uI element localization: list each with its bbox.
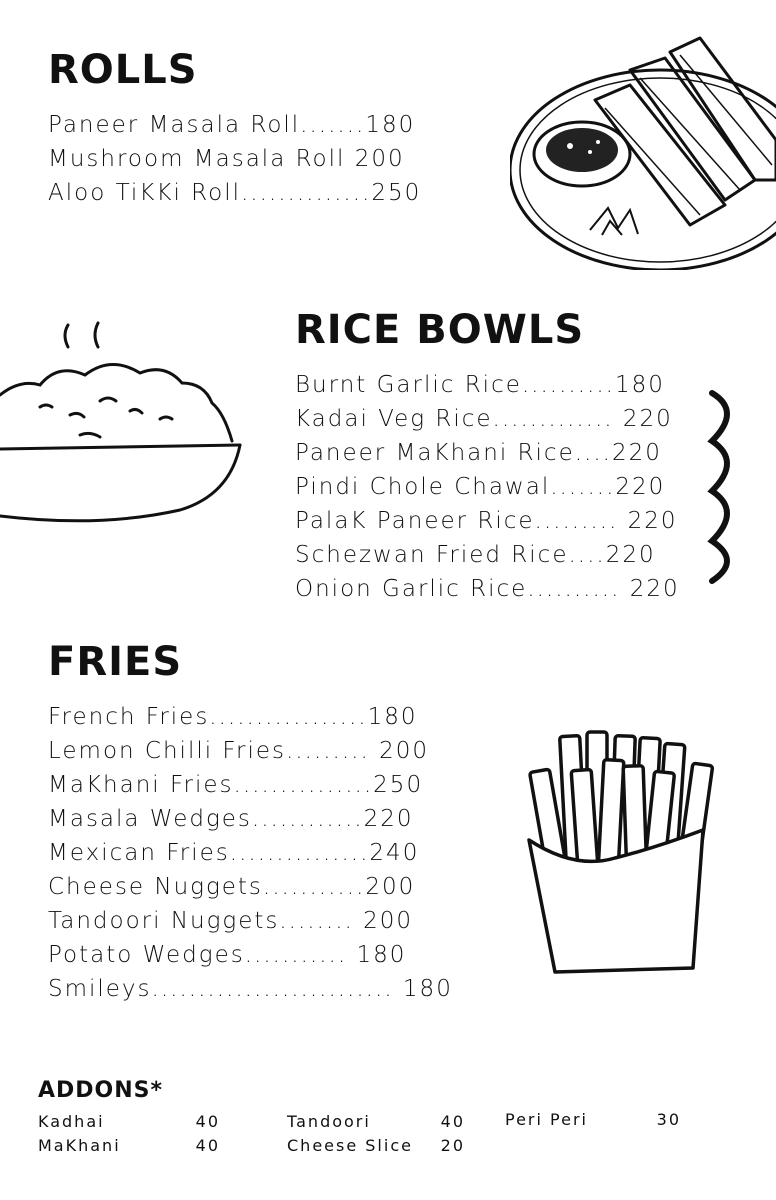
addon-name: Cheese Slice [287,1136,413,1155]
list-item: French Fries.................180 [48,704,418,730]
list-item: Paneer MaKhani Rice....220 [295,440,662,466]
list-item: PalaK Paneer Rice......... 220 [295,508,678,534]
list-item: Paneer Masala Roll.......180 [48,112,416,138]
addon-name: Kadhai [38,1112,105,1131]
squiggle-decoration-icon [700,385,750,590]
spring-rolls-plate-icon [510,30,776,270]
list-item: Lemon Chilli Fries......... 200 [48,738,429,764]
addon-item [287,1110,465,1134]
addons-column-2 [287,1110,465,1158]
list-item: Onion Garlic Rice.......... 220 [295,576,680,602]
fries-heading: FRIES [48,639,183,685]
addon-item [287,1134,465,1158]
addon-price: 20 [440,1136,465,1155]
list-item: Cheese Nuggets...........200 [48,874,416,900]
list-item: Pindi Chole Chawal.......220 [295,474,666,500]
list-item: Mushroom Masala Roll 200 [48,146,405,172]
fries-list [48,700,453,1006]
list-item: Kadai Veg Rice............. 220 [295,406,673,432]
rolls-list [48,108,421,210]
list-item: Tandoori Nuggets........ 200 [48,908,414,934]
rice-bowls-list [295,368,680,606]
addon-price: 30 [656,1110,681,1129]
list-item: Schezwan Fried Rice....220 [295,542,656,568]
list-item: Potato Wedges........... 180 [48,942,407,968]
addon-item [505,1108,681,1132]
addon-item [38,1134,220,1158]
addons-column-1 [38,1110,220,1158]
addon-price: 40 [195,1112,220,1131]
list-item: Smileys.......................... 180 [48,976,453,1002]
addon-name: MaKhani [38,1136,121,1155]
list-item: Masala Wedges............220 [48,806,414,832]
addon-item [38,1110,220,1134]
french-fries-icon [525,730,715,980]
rice-bowl-icon [0,315,250,530]
list-item: Burnt Garlic Rice..........180 [295,372,665,398]
addons-heading: ADDONS* [38,1078,164,1103]
list-item: Aloo TiKKi Roll..............250 [48,180,422,206]
rice-bowls-heading: RICE BOWLS [295,307,585,353]
addon-name: Peri Peri [505,1110,588,1129]
addon-price: 40 [440,1112,465,1131]
list-item: MaKhani Fries...............250 [48,772,424,798]
addon-price: 40 [195,1136,220,1155]
rolls-heading: ROLLS [48,47,198,93]
addon-name: Tandoori [287,1112,371,1131]
addons-column-3 [505,1108,681,1132]
list-item: Mexican Fries...............240 [48,840,420,866]
